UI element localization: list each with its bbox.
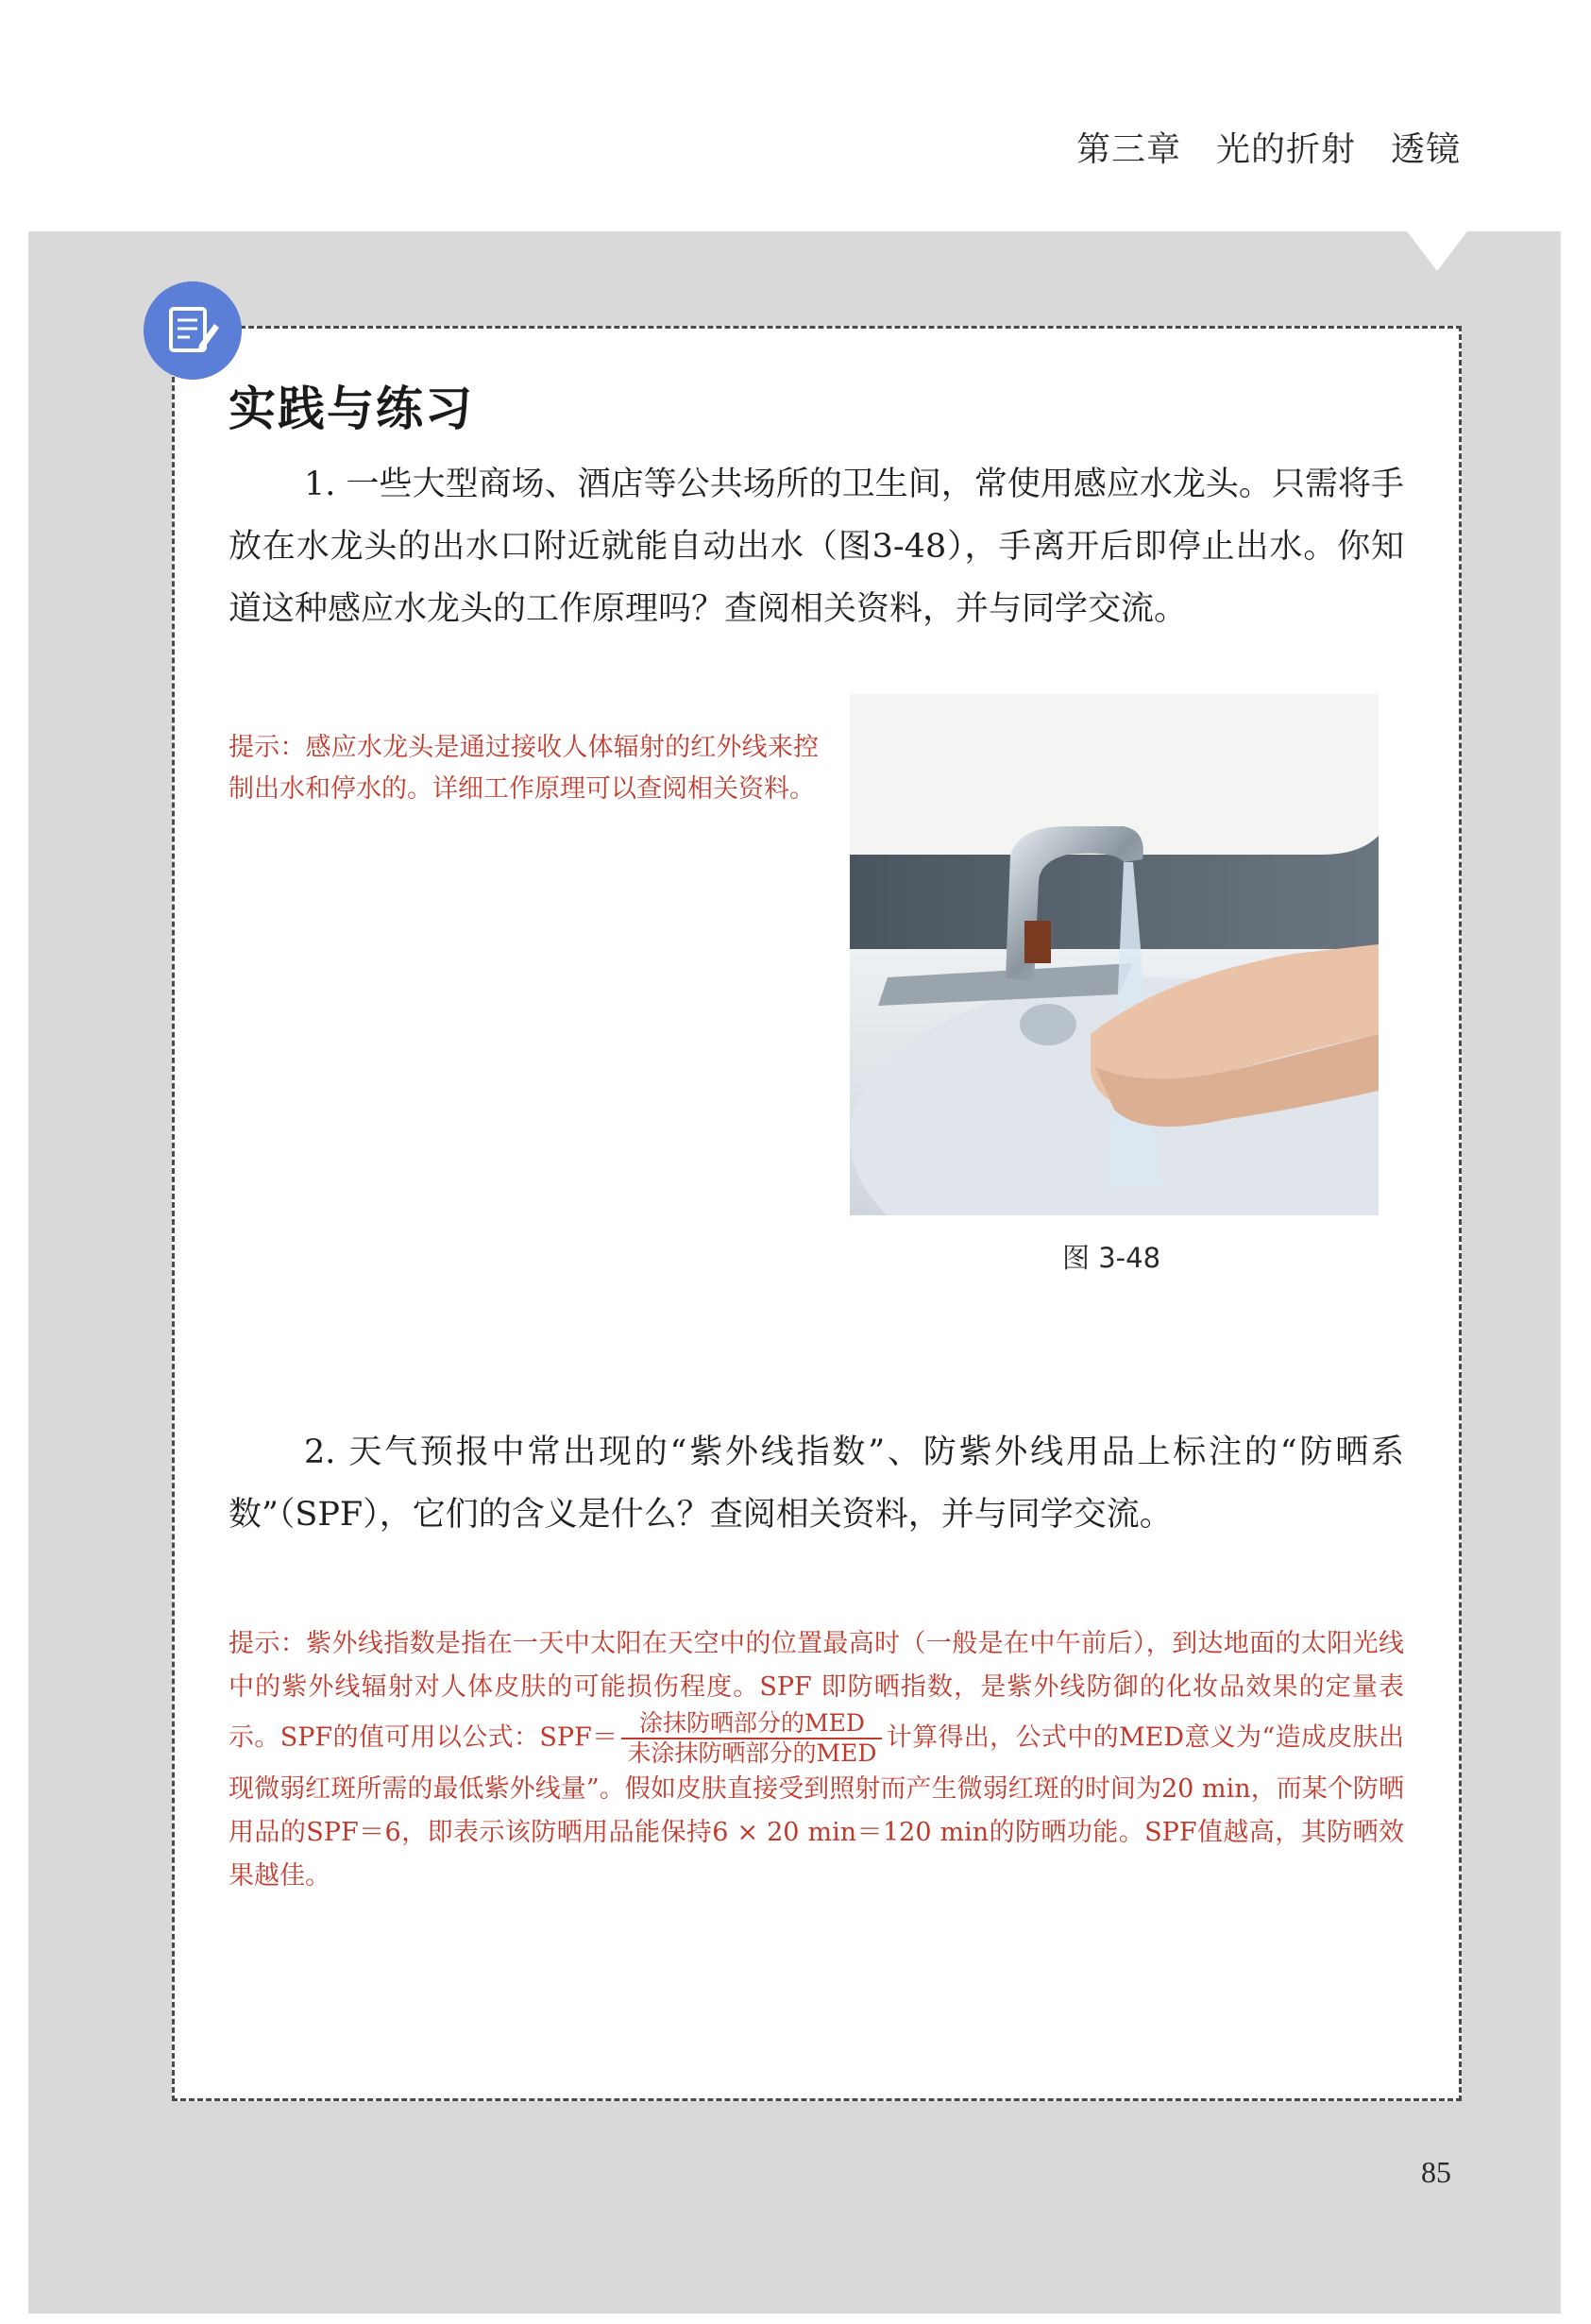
page-number: 85: [1421, 2155, 1451, 2189]
question-2: [228, 1421, 1404, 1546]
section-title: 实践与练习: [228, 381, 474, 436]
question-1: [228, 453, 1404, 640]
formula-numerator: 涂抹防晒部分的MED: [621, 1709, 882, 1739]
question-1-text: 1. 一些大型商场、酒店等公共场所的卫生间，常使用感应水龙头。只需将手放在水龙头的出水口附近就能自动出水（图3-48），手离开后即停止出水。你知道这种感应水龙头的工作原理吗？查阅相关资料，并与同学交流。: [228, 466, 1404, 628]
question-2-hint: [228, 1622, 1404, 1898]
hint-2-part2: 计算得出，公式中的MED意义为“造成皮肤出现微弱红斑所需的最低紫外线量”。假如皮肤直接受到照射而产生微弱红斑的时间为20 min，而某个防晒用品的SPF＝6，即表示该防晒用品能保持6 × 20 min＝120 min的防晒功能。SPF值越高，其防晒效果越佳。: [228, 1722, 1404, 1891]
formula-denominator: 未涂抹防晒部分的MED: [627, 1739, 877, 1767]
faucet-photo: [850, 694, 1379, 1215]
hint-2-part1: 提示：紫外线指数是指在一天中太阳在天空中的位置最高时（一般是在中午前后），到达地面的太阳光线中的紫外线辐射对人体皮肤的可能损伤程度。SPF 即防晒指数，是紫外线防御的化妆品效果的定量表示。SPF的值可用以公式：SPF＝: [228, 1629, 1404, 1753]
spf-formula: [621, 1709, 882, 1768]
question-1-hint: 提示：感应水龙头是通过接收人体辐射的红外线来控制出水和停水的。详细工作原理可以查阅相关资料。: [228, 733, 819, 804]
notepad-pencil-icon: [144, 281, 242, 380]
corner-notch: [1407, 231, 1467, 271]
figure-caption: 图 3-48: [1062, 1242, 1161, 1274]
question-2-text: 2. 天气预报中常出现的“紫外线指数”、防紫外线用品上标注的“防晒系数”（SPF），它们的含义是什么？查阅相关资料，并与同学交流。: [228, 1433, 1404, 1534]
chapter-header: 第三章 光的折射 透镜: [1075, 130, 1461, 169]
